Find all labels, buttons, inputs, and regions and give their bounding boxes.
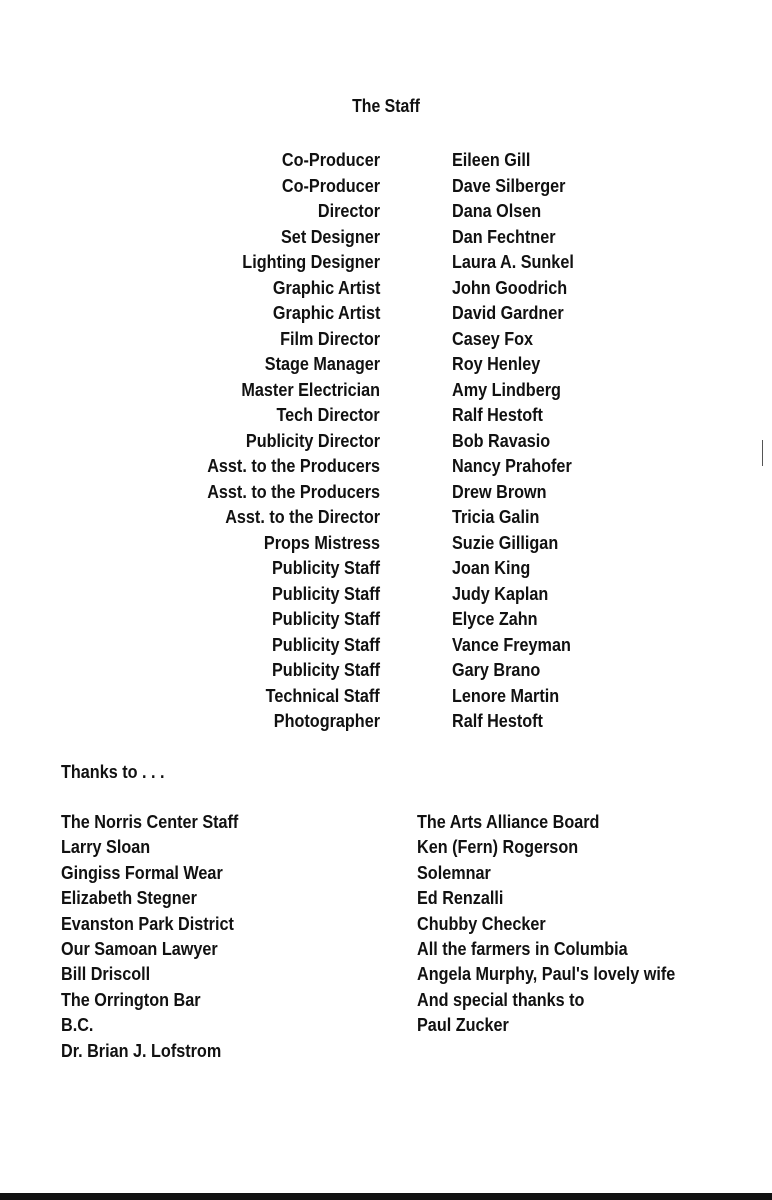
staff-row — [0, 583, 772, 609]
staff-role: Tech Director — [276, 405, 380, 425]
thanks-item: The Orrington Bar — [61, 989, 201, 1010]
staff-row — [0, 608, 772, 634]
staff-name: Roy Henley — [452, 354, 541, 374]
staff-role: Film Director — [280, 328, 380, 349]
staff-role: Lighting Designer — [242, 252, 380, 272]
staff-role: Director — [317, 201, 380, 221]
staff-row — [0, 659, 772, 685]
thanks-item: Solemnar — [417, 862, 491, 883]
staff-role: Asst. to the Producers — [207, 456, 380, 476]
staff-row — [0, 277, 772, 303]
staff-role: Master Electrician — [241, 379, 380, 400]
staff-role: Asst. to the Producers — [207, 481, 380, 502]
staff-row — [0, 226, 772, 252]
thanks-item: Ken (Fern) Rogerson — [417, 837, 579, 858]
staff-row — [0, 404, 772, 430]
staff-row — [0, 557, 772, 583]
staff-role: Publicity Staff — [271, 634, 380, 655]
staff-row — [0, 149, 772, 175]
thanks-item: Bill Driscoll — [61, 964, 151, 985]
staff-name: Dana Olsen — [452, 201, 542, 221]
staff-name: Casey Fox — [452, 328, 534, 349]
staff-name: Gary Brano — [452, 660, 541, 680]
staff-role: Asst. to the Director — [225, 507, 380, 527]
thanks-item: Chubby Checker — [417, 913, 546, 934]
thanks-list-right — [417, 811, 704, 1040]
thanks-item: Ed Renzalli — [417, 888, 504, 909]
staff-name: David Gardner — [452, 303, 564, 323]
staff-name: Joan King — [452, 558, 531, 578]
staff-row — [0, 634, 772, 660]
thanks-item: The Arts Alliance Board — [417, 812, 600, 832]
staff-name: Ralf Hestoft — [452, 711, 543, 731]
staff-name: Tricia Galin — [452, 507, 540, 527]
staff-name: Laura A. Sunkel — [452, 252, 574, 272]
thanks-item: And special thanks to — [417, 989, 585, 1010]
staff-row — [0, 481, 772, 507]
thanks-item: All the farmers in Columbia — [417, 938, 628, 959]
thanks-item: The Norris Center Staff — [61, 812, 239, 832]
staff-role: Technical Staff — [265, 685, 380, 706]
staff-name: Lenore Martin — [452, 685, 560, 706]
page-title: The Staff — [352, 96, 420, 116]
staff-row — [0, 251, 772, 277]
thanks-heading: Thanks to . . . — [61, 762, 165, 782]
thanks-item: Larry Sloan — [61, 837, 151, 858]
bottom-rule — [0, 1193, 772, 1200]
thanks-item: Dr. Brian J. Lofstrom — [61, 1040, 222, 1061]
staff-role: Graphic Artist — [272, 277, 380, 298]
staff-name: Nancy Prahofer — [452, 456, 572, 476]
thanks-item: Evanston Park District — [61, 913, 234, 934]
scan-mark — [762, 440, 763, 466]
staff-name: Bob Ravasio — [452, 430, 551, 451]
staff-row — [0, 710, 772, 736]
staff-role: Stage Manager — [264, 354, 380, 374]
staff-role: Co-Producer — [281, 175, 380, 196]
staff-name: Eileen Gill — [452, 150, 531, 170]
staff-role: Publicity Director — [245, 430, 380, 451]
staff-row — [0, 175, 772, 201]
thanks-list-left — [61, 811, 258, 1065]
thanks-item: Paul Zucker — [417, 1015, 509, 1036]
staff-name: Vance Freyman — [452, 634, 571, 655]
staff-name: Ralf Hestoft — [452, 405, 543, 425]
staff-row — [0, 328, 772, 354]
staff-name: Dave Silberger — [452, 175, 566, 196]
staff-role: Publicity Staff — [271, 583, 380, 604]
staff-role: Set Designer — [280, 226, 380, 247]
staff-name: Drew Brown — [452, 481, 547, 502]
staff-role: Graphic Artist — [272, 303, 380, 323]
staff-row — [0, 455, 772, 481]
thanks-item: Gingiss Formal Wear — [61, 862, 223, 883]
staff-row — [0, 302, 772, 328]
thanks-item: B.C. — [61, 1015, 94, 1036]
staff-role: Publicity Staff — [271, 660, 380, 680]
staff-role: Publicity Staff — [271, 558, 380, 578]
thanks-item: Our Samoan Lawyer — [61, 938, 218, 959]
staff-name: Judy Kaplan — [452, 583, 549, 604]
staff-row — [0, 353, 772, 379]
staff-name: Elyce Zahn — [452, 609, 538, 629]
staff-row — [0, 200, 772, 226]
staff-list — [0, 149, 772, 736]
staff-role: Photographer — [273, 711, 380, 731]
staff-name: Suzie Gilligan — [452, 532, 559, 553]
staff-name: Amy Lindberg — [452, 379, 561, 400]
staff-role: Publicity Staff — [271, 609, 380, 629]
staff-row — [0, 506, 772, 532]
staff-role: Co-Producer — [281, 150, 380, 170]
staff-row — [0, 685, 772, 711]
thanks-item: Elizabeth Stegner — [61, 888, 197, 909]
staff-row — [0, 379, 772, 405]
staff-row — [0, 430, 772, 456]
thanks-item: Angela Murphy, Paul's lovely wife — [417, 964, 676, 985]
staff-name: John Goodrich — [452, 277, 568, 298]
staff-row — [0, 532, 772, 558]
staff-name: Dan Fechtner — [452, 226, 556, 247]
staff-role: Props Mistress — [263, 532, 380, 553]
